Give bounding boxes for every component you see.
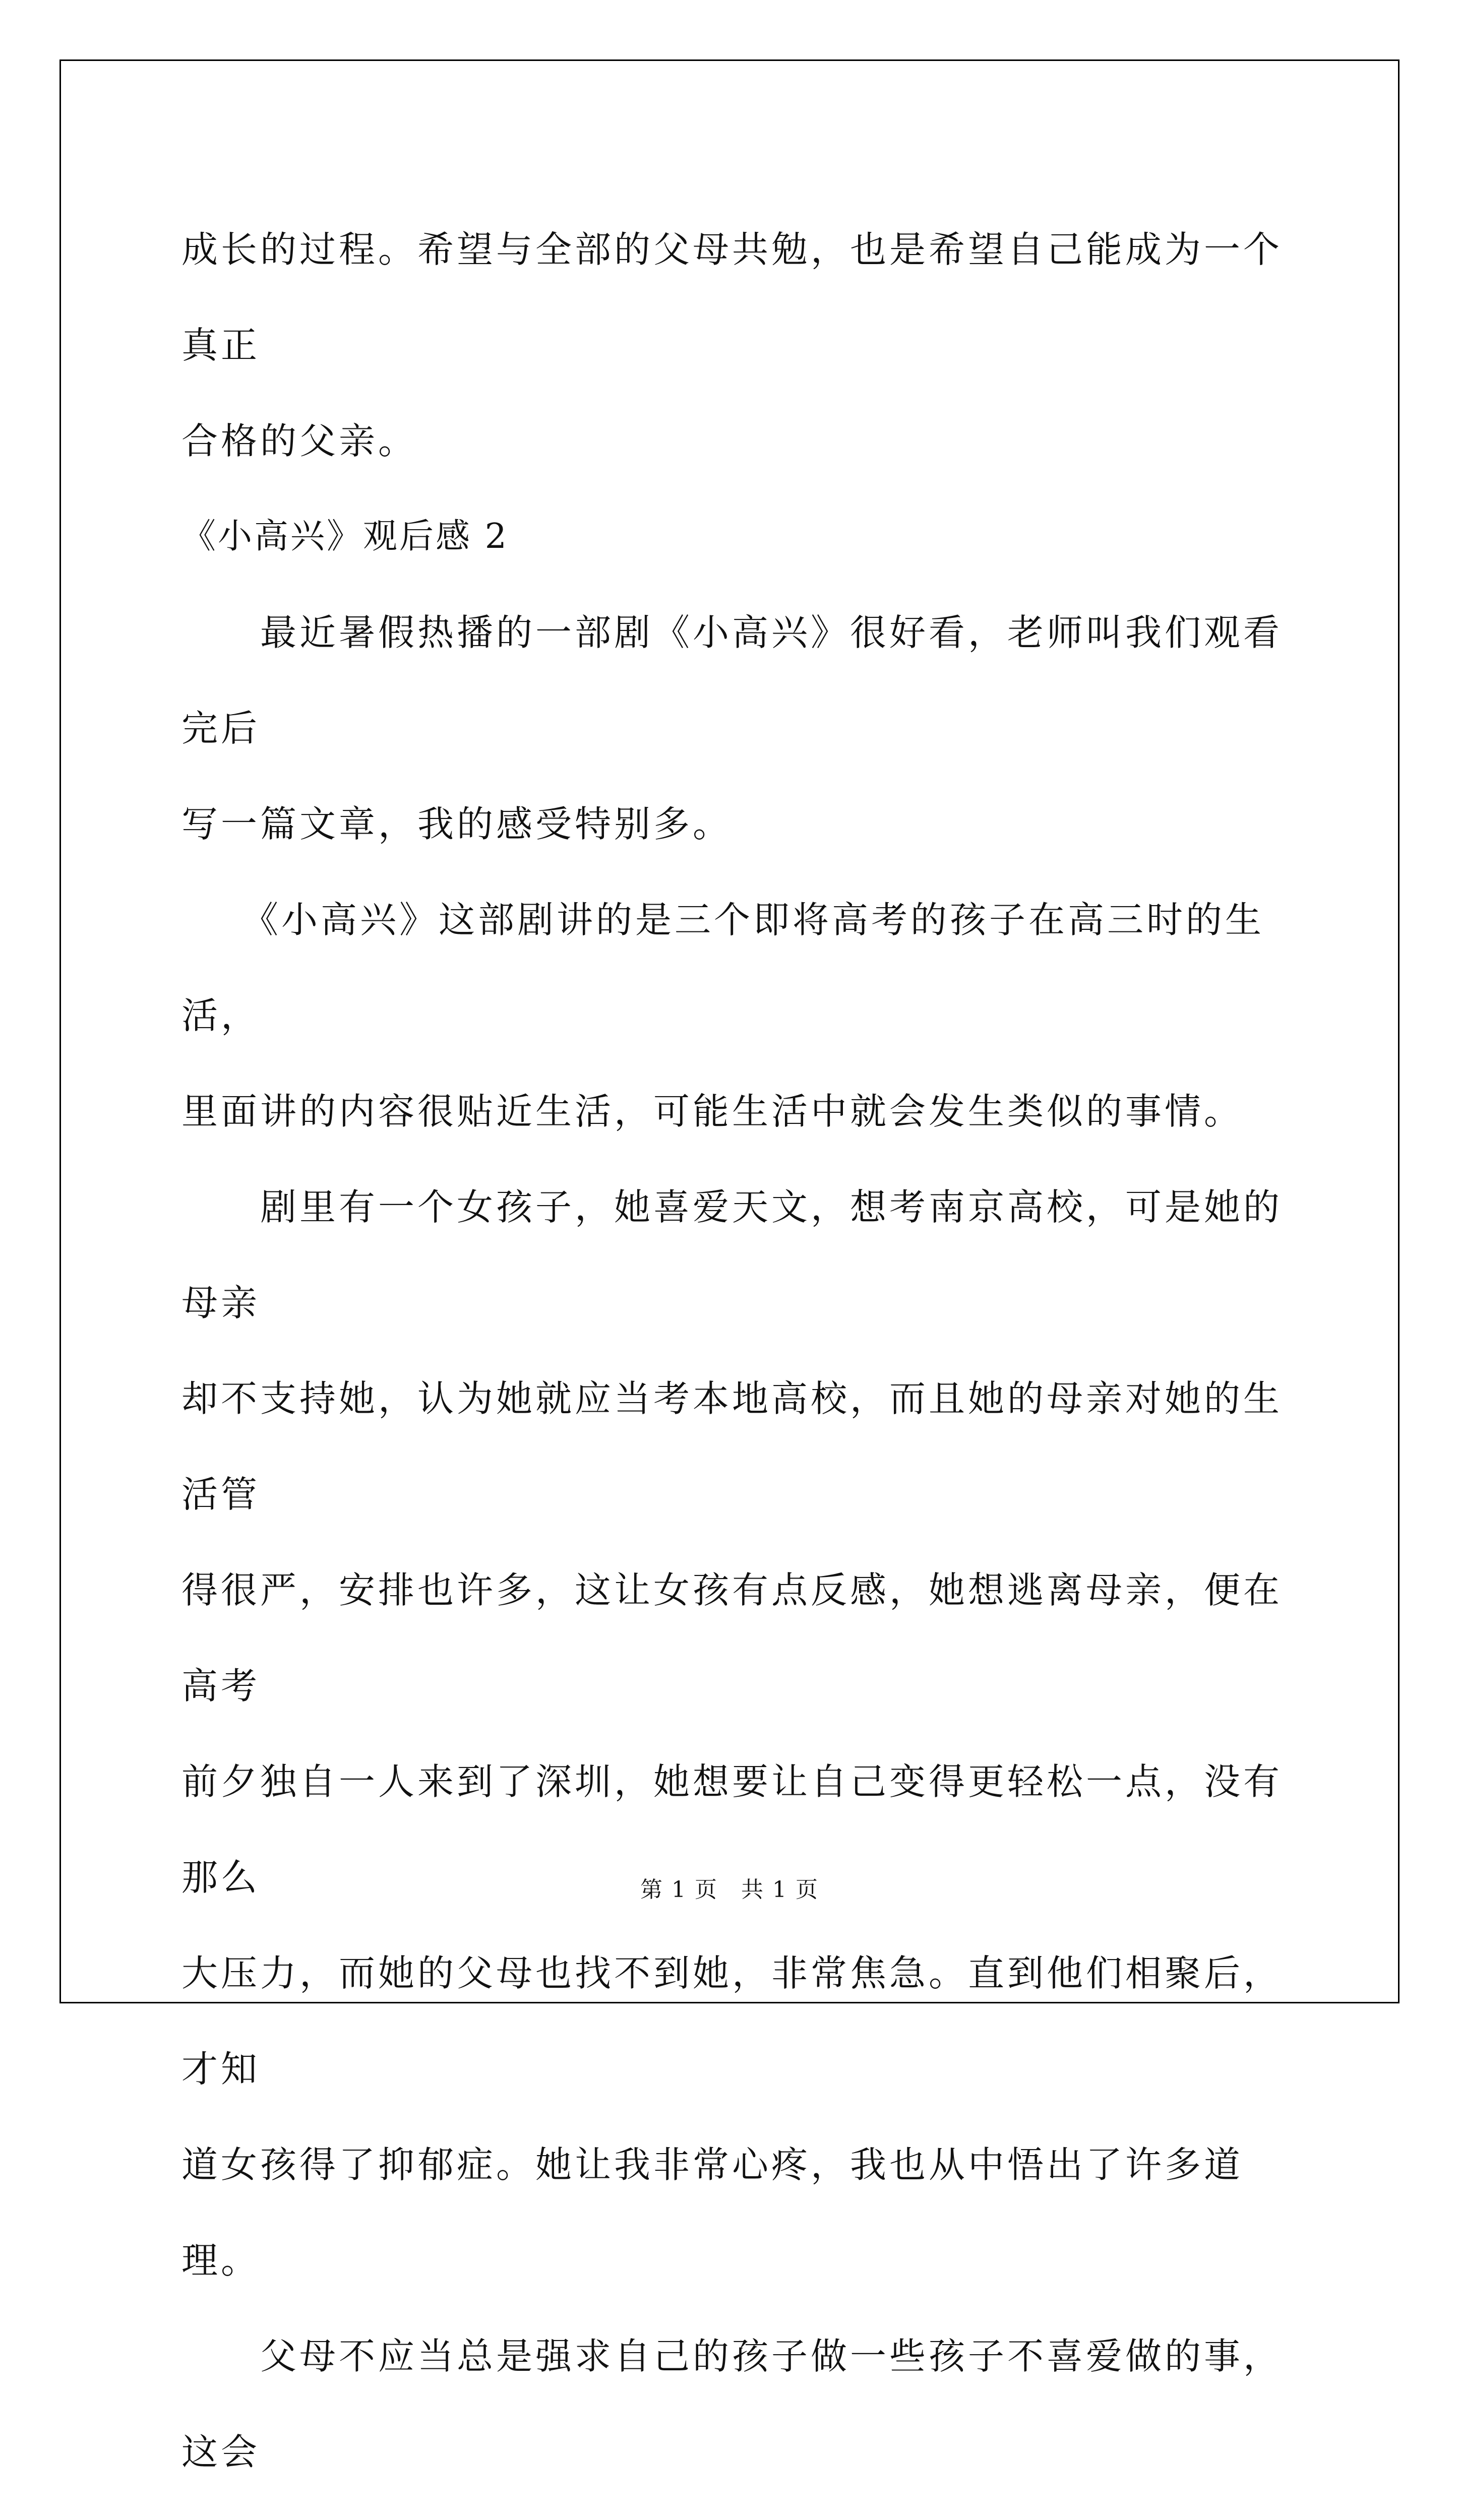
section-heading: 《小高兴》观后感 2 xyxy=(181,517,509,556)
text-line: 父母不应当总是强求自己的孩子做一些孩子不喜爱做的事，这会 xyxy=(181,2335,1283,2473)
page-footer: 第 1 页 共 1 页 xyxy=(640,1877,819,1903)
text-line: 得很严，安排也许多，这让女孩有点反感，她想逃离母亲，便在高考 xyxy=(181,1569,1283,1707)
text-line: 写一篇文章，我的感受特别多。 xyxy=(181,803,733,845)
text-line xyxy=(181,2500,1291,2520)
text-line: 《小高兴》这部剧讲的是三个即将高考的孩子在高三时的生活， xyxy=(181,899,1265,1037)
document-body xyxy=(181,202,1291,2520)
text-line: 最近暑假热播的一部剧《小高兴》很好看，老师叫我们观看完后 xyxy=(181,611,1283,749)
text-line: 成长的过程。希望与全部的父母共勉，也是希望自己能成为一个真正 xyxy=(181,228,1283,366)
text-line: 里面讲的内容很贴近生活，可能生活中就会发生类似的事情。 xyxy=(181,1090,1244,1132)
text-line: 前夕独自一人来到了深圳，她想要让自己变得更轻松一点，没有那么 xyxy=(181,1760,1283,1899)
text-line: 道女孩得了抑郁症。她让我非常心疼，我也从中悟出了许多道理。 xyxy=(181,2144,1244,2282)
text-line: 合格的父亲。 xyxy=(181,420,418,462)
text-line: 大压力，而她的父母也找不到她，非常焦急。直到他们相聚后，才知 xyxy=(181,1952,1283,2090)
text-line: 剧里有一个女孩子，她喜爱天文，想考南京高校，可是她的母亲 xyxy=(181,1186,1283,1324)
text-line: 却不支持她，认为她就应当考本地高校，而且她的母亲对她的生活管 xyxy=(181,1377,1283,1516)
